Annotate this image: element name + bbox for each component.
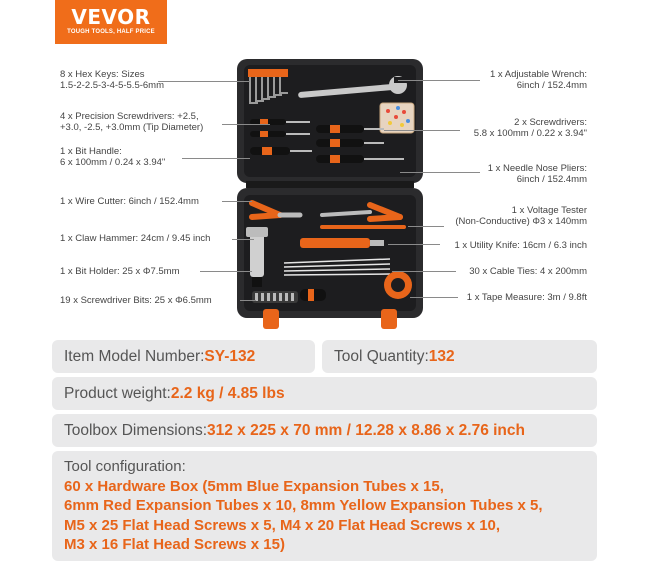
leader-line (408, 226, 444, 227)
label-hex-keys: 8 x Hex Keys: Sizes 1.5-2-2.5-3-4-5-5.5-6mm (60, 69, 165, 91)
label-cable-ties: 30 x Cable Ties: 4 x 200mm (469, 266, 587, 277)
label-bit-holder: 1 x Bit Holder: 25 x Φ7.5mm (60, 266, 180, 277)
spec-key: Toolbox Dimensions: (64, 421, 208, 439)
spec-tool-configuration (52, 451, 597, 561)
spec-key: Item Model Number: (64, 347, 205, 365)
spec-value: 132 (428, 347, 455, 365)
label-claw-hammer: 1 x Claw Hammer: 24cm / 9.45 inch (60, 233, 211, 244)
label-adjustable-wrench: 1 x Adjustable Wrench: 6inch / 152.4mm (490, 69, 587, 91)
latch-right (381, 309, 397, 329)
brand-tagline: TOUGH TOOLS, HALF PRICE (67, 29, 155, 35)
config-line: M3 x 16 Flat Head Screws x 15) (64, 536, 285, 553)
spec-product-weight (52, 377, 597, 410)
spec-value: 2.2 kg / 4.85 lbs (170, 384, 285, 402)
leader-line (392, 271, 456, 272)
leader-line (400, 172, 480, 173)
spec-value: SY-132 (204, 347, 256, 365)
label-bit-handle: 1 x Bit Handle: 6 x 100mm / 0.24 x 3.94" (60, 146, 166, 168)
label-screwdriver-bits: 19 x Screwdriver Bits: 25 x Φ6.5mm (60, 295, 212, 306)
spec-toolbox-dimensions (52, 414, 597, 447)
config-line: M5 x 25 Flat Head Screws x 5, M4 x 20 Flat Head Screws x 10, (64, 516, 501, 534)
config-line: 6mm Red Expansion Tubes x 10, 8mm Yellow Expansion Tubes x 5, (64, 497, 543, 514)
leader-line (158, 81, 250, 82)
spec-key: Tool configuration: (64, 458, 186, 475)
label-screwdrivers: 2 x Screwdrivers: 5.8 x 100mm / 0.22 x 3.94" (473, 117, 587, 139)
label-needle-nose-pliers: 1 x Needle Nose Pliers: 6inch / 152.4mm (487, 163, 587, 185)
leader-line (222, 124, 270, 125)
latch-left (263, 309, 279, 329)
spec-key: Tool Quantity: (334, 347, 429, 365)
label-wire-cutter: 1 x Wire Cutter: 6inch / 152.4mm (60, 196, 199, 207)
spec-value: 312 x 225 x 70 mm / 12.28 x 8.86 x 2.76 inch (207, 421, 525, 439)
spec-tool-quantity (322, 340, 597, 373)
leader-line (222, 201, 252, 202)
spec-model-number (52, 340, 315, 373)
leader-line (384, 130, 460, 131)
label-precision-screwdrivers: 4 x Precision Screwdrivers: +2.5, +3.0, -2.5, +3.0mm (Tip Diameter) (60, 111, 204, 133)
leader-line (200, 271, 252, 272)
utility-knife-image (300, 238, 370, 248)
leader-line (410, 297, 458, 298)
config-line: 60 x Hardware Box (5mm Blue Expansion Tubes x 15, (64, 477, 444, 495)
voltage-tester-image (320, 225, 406, 229)
leader-line (388, 244, 440, 245)
label-utility-knife: 1 x Utility Knife: 16cm / 6.3 inch (454, 240, 587, 251)
label-voltage-tester: 1 x Voltage Tester (Non-Conductive) Φ3 x 140mm (455, 205, 587, 227)
leader-line (232, 239, 254, 240)
leader-line (398, 80, 480, 81)
spec-key: Product weight: (64, 384, 171, 402)
label-tape-measure: 1 x Tape Measure: 3m / 9.8ft (466, 292, 587, 303)
vevor-logo (55, 0, 167, 44)
leader-line (182, 158, 250, 159)
bit-holder-image (252, 289, 326, 303)
leader-line (240, 300, 256, 301)
brand-name: VEVOR (71, 5, 151, 29)
